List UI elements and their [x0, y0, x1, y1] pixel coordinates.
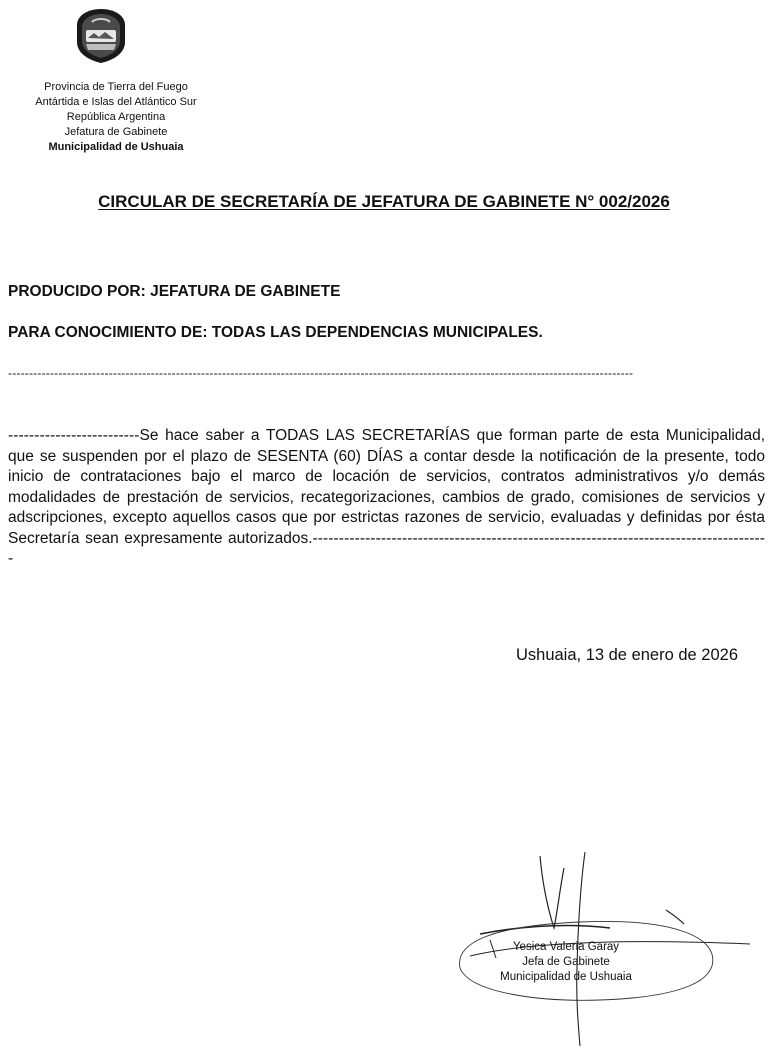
body-paragraph [8, 426, 765, 570]
addressed-to: PARA CONOCIMIENTO DE: TODAS LAS DEPENDENCIAS MUNICIPALES. [8, 324, 543, 341]
document-title: CIRCULAR DE SECRETARÍA DE JEFATURA DE GABINETE N° 002/2026 [98, 192, 670, 211]
letterhead [10, 80, 222, 155]
letterhead-country: República Argentina [66, 111, 166, 123]
signer-role: Jefa de Gabinete [522, 956, 610, 968]
letterhead-office: Jefatura de Gabinete [64, 126, 168, 138]
body-trail-dashes: --------------------------------------------------------------------------------------- [8, 529, 765, 567]
produced-by: PRODUCIDO POR: JEFATURA DE GABINETE [8, 283, 341, 300]
body-lead-dashes: ------------------------- [8, 427, 140, 444]
signer-name: Yesica Valeria Garay [512, 941, 620, 953]
signer-organization: Municipalidad de Ushuaia [500, 971, 632, 983]
body-text: Se hace saber a TODAS LAS SECRETARÍAS que forman parte de esta Municipalidad, que se suspenden por el plazo de SESENTA (60) DÍAS a contar desde la notificación de la presente, todo inicio de contrataciones bajo el marco de locación de servicios, contratos administrativos y/o demás modalidades de prestación de servicios, recategorizaciones, cambios de grado, comisiones de servicios y adscripciones, excepto aquellos casos que por estrictas razones de servicio, evaluadas y definidas por ésta Secretaría sean expresamente autorizados. [8, 427, 765, 547]
signature-block [466, 940, 666, 985]
letterhead-province: Provincia de Tierra del Fuego [44, 81, 188, 93]
letterhead-municipality: Municipalidad de Ushuaia [48, 141, 184, 153]
letterhead-region: Antártida e Islas del Atlántico Sur [35, 96, 197, 108]
dashed-separator: ----------------------------------------------------------------------------------------------------------------------------------------------------- [8, 366, 634, 380]
coat-of-arms-icon [74, 8, 128, 64]
document-date: Ushuaia, 13 de enero de 2026 [515, 646, 738, 664]
